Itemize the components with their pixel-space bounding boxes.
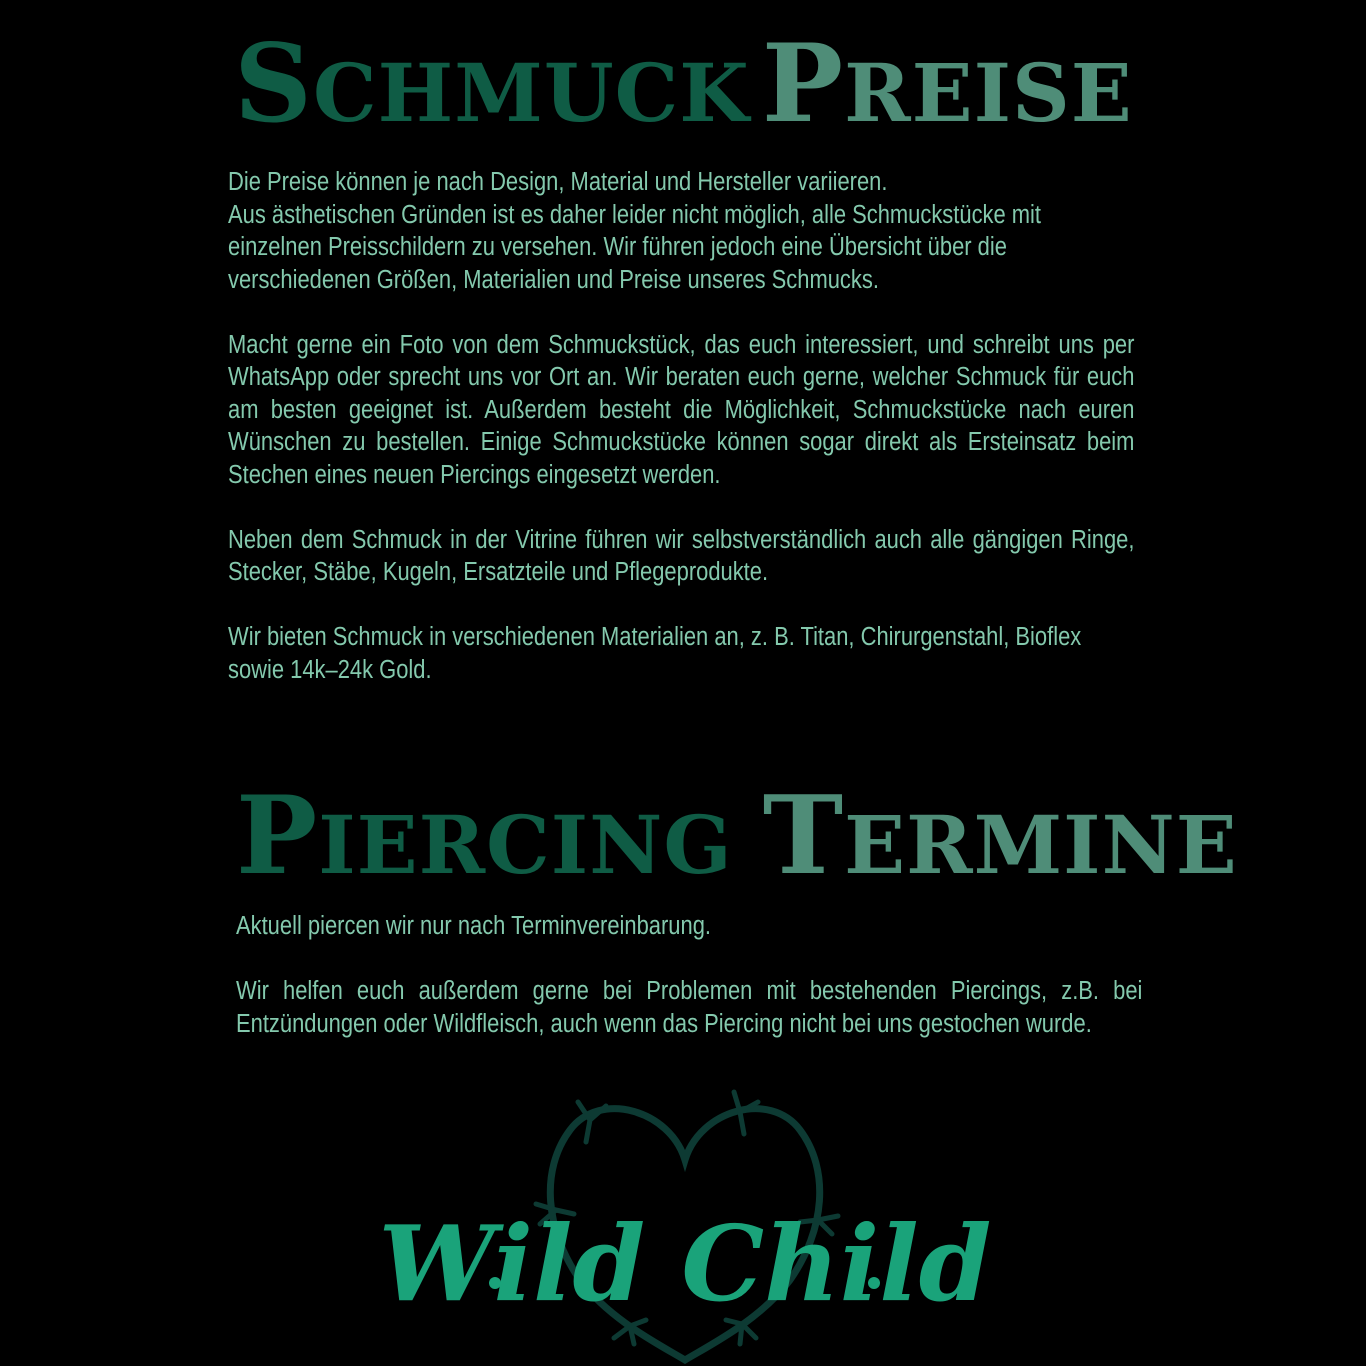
paragraph-prices bbox=[228, 166, 1134, 296]
piercing-termine-text bbox=[236, 910, 1142, 1040]
logo-wordmark: Wild Child bbox=[378, 1202, 992, 1325]
heading-rest: CHMUCK bbox=[313, 46, 750, 140]
heading-rest: ERMINE bbox=[844, 798, 1238, 892]
heading-initial: T bbox=[762, 773, 845, 899]
paragraph-photo-whatsapp: Macht gerne ein Foto von dem Schmuckstück, das euch interessiert, und schreibt uns per WhatsApp oder sprecht uns vor Ort an. Wir beraten euch gerne, welcher Schmuck für euch am besten geeignet ist. Außerdem besteht die Möglichkeit, Schmuckstücke nach euren Wünschen zu bestellen. Einige Schmuckstücke können sogar direkt als Ersteinsatz beim Stechen eines neuen Piercings eingesetzt werden. bbox=[228, 330, 1135, 489]
heading-word-piercing bbox=[236, 773, 733, 899]
paragraph-appointment: Aktuell piercen wir nur nach Terminvereinbarung. bbox=[236, 912, 711, 940]
heading-word-termine bbox=[762, 773, 1238, 899]
paragraph-prices-rest: Aus ästhetischen Gründen ist es daher leider nicht möglich, alle Schmuckstücke mit einzelnen Preisschildern zu versehen. Wir führen jedoch eine Übersicht über die verschiedenen Größen, Materialien und Preise unseres Schmucks. bbox=[228, 200, 1042, 294]
paragraph-materials: Wir bieten Schmuck in verschiedenen Materialien an, z. B. Titan, Chirurgenstahl, Bioflex sowie 14k–24k Gold. bbox=[228, 623, 1082, 684]
schmuck-preise-heading bbox=[234, 21, 1133, 147]
piercing-termine-heading bbox=[236, 773, 1238, 899]
heading-initial: P bbox=[761, 21, 845, 147]
paragraph-vitrine: Neben dem Schmuck in der Vitrine führen wir selbstverständlich auch alle gängigen Ringe, Stecker, Stäbe, Kugeln, Ersatzteile und Pflegeprodukte. bbox=[228, 525, 1135, 586]
heading-initial: P bbox=[236, 773, 319, 899]
heading-word-preise bbox=[761, 21, 1133, 147]
heading-rest: REISE bbox=[844, 46, 1133, 140]
heading-rest: IERCING bbox=[318, 798, 733, 892]
paragraph-prices-line1: Die Preise können je nach Design, Material und Hersteller variieren. bbox=[228, 168, 888, 196]
paragraph-problems: Wir helfen euch außerdem gerne bei Problemen mit bestehenden Piercings, z.B. bei Entzündungen oder Wildfleisch, auch wenn das Piercing nicht bei uns gestochen wurde. bbox=[236, 977, 1143, 1038]
heading-word-schmuck bbox=[234, 21, 750, 147]
schmuck-preise-text bbox=[228, 166, 1134, 686]
wild-child-logo bbox=[378, 1080, 992, 1366]
heading-initial: S bbox=[234, 21, 313, 147]
